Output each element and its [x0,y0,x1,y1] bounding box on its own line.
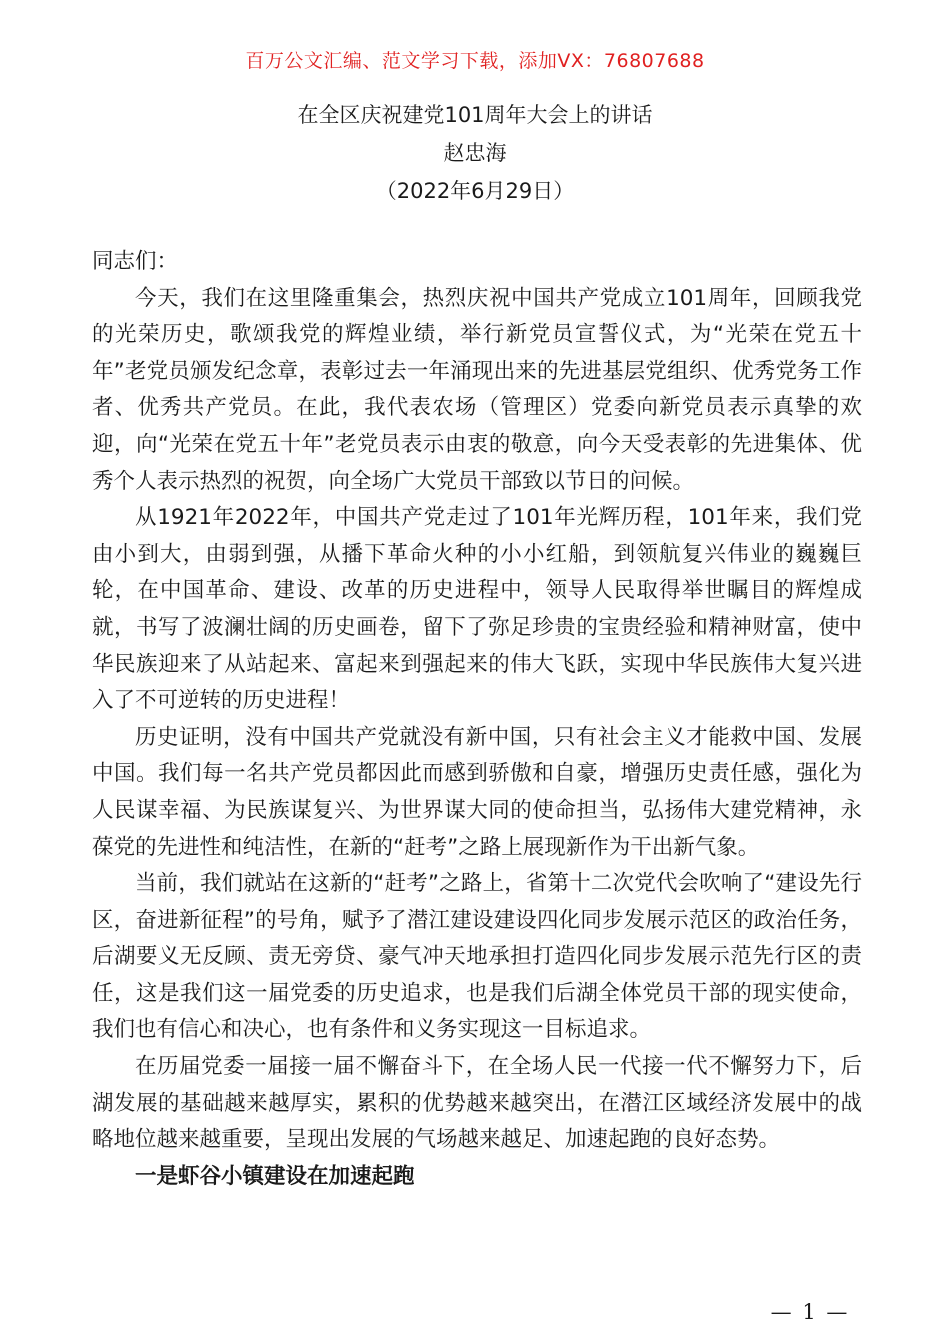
body-paragraph: 在历届党委一届接一届不懈奋斗下，在全场人民一代接一代不懈努力下，后湖发展的基础越来越厚实，累积的优势越来越突出，在潜江区域经济发展中的战略地位越来越重要，呈现出发展的气场越来越足、加速起跑的良好态势。 [92,1054,862,1153]
body-paragraph: 当前，我们就站在这新的“赶考”之路上，省第十二次党代会吹响了“建设先行区，奋进新征程”的号角，赋予了潜江建设建设四化同步发展示范区的政治任务，后湖要义无反顾、责无旁贷、豪气冲天地承担打造四化同步发展示范先行区的责任，这是我们这一届党委的历史追求，也是我们后湖全体党员干部的现实使命，我们也有信心和决心，也有条件和义务实现这一目标追求。 [92,871,862,1043]
body-paragraph: 从1921年2022年，中国共产党走过了101年光辉历程，101年来，我们党由小到大，由弱到强，从播下革命火种的小小红船，到领航复兴伟业的巍巍巨轮，在中国革命、建设、改革的历史进程中，领导人民取得举世瞩目的辉煌成就，书写了波澜壮阔的历史画卷，留下了弥足珍贵的宝贵经验和精神财富，使中华民族迎来了从站起来、富起来到强起来的伟大飞跃，实现中华民族伟大复兴进入了不可逆转的历史进程！ [92,505,862,714]
document-title: 在全区庆祝建党101周年大会上的讲话 [297,103,653,127]
header-notice: 百万公文汇编、范文学习下载，添加VX：76807688 [245,50,705,72]
title-block [0,96,950,210]
salutation: 同志们： [92,249,179,274]
body-paragraph: 今天，我们在这里隆重集会，热烈庆祝中国共产党成立101周年，回顾我党的光荣历史，歌颂我党的辉煌业绩，举行新党员宣誓仪式，为“光荣在党五十年”老党员颁发纪念章，表彰过去一年涌现出来的先进基层党组织、优秀党务工作者、优秀共产党员。在此，我代表农场（管理区）党委向新党员表示真挚的欢迎，向“光荣在党五十年”老党员表示由衷的敬意，向今天受表彰的先进集体、优秀个人表示热烈的祝贺，向全场广大党员干部致以节日的问候。 [92,285,862,494]
page-number: — 1 — [770,1300,850,1324]
document-date: （2022年6月29日） [375,179,575,203]
document-author: 赵忠海 [443,141,507,165]
document-body [92,244,862,1195]
body-paragraph: 历史证明，没有中国共产党就没有新中国，只有社会主义才能救中国、发展中国。我们每一名共产党员都因此而感到骄傲和自豪，增强历史责任感，强化为人民谋幸福、为民族谋复兴、为世界谋大同的使命担当，弘扬伟大建党精神，永葆党的先进性和纯洁性，在新的“赶考”之路上展现新作为干出新气象。 [92,724,862,860]
section-subheading: 一是虾谷小镇建设在加速起跑 [135,1163,415,1189]
